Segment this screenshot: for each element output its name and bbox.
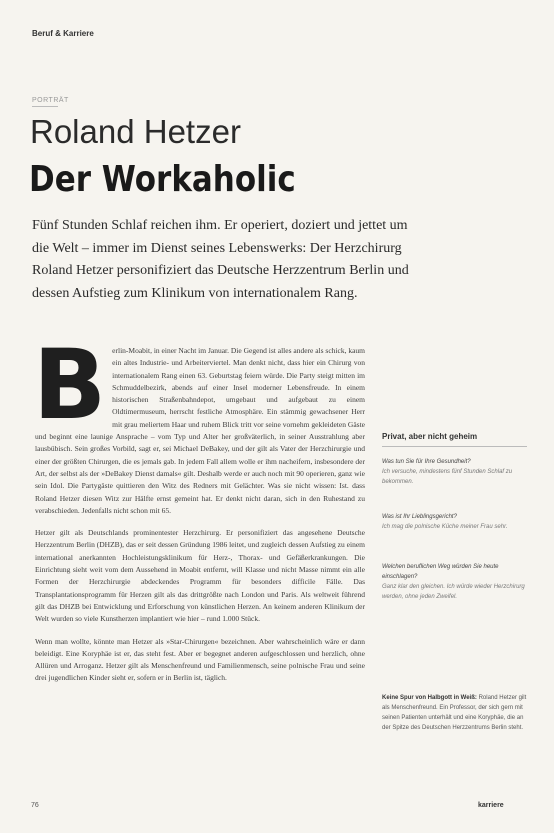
sidebar-answer: Ich versuche, mindestens fünf Stunden Schlaf zu bekommen. [382,469,513,485]
body-paragraph-3: Wenn man wollte, könnte man Hetzer als »Star-Chirurgen« bezeichnen. Aber wahrscheinlich wäre er dann beleidigt. Eine Koryphäe ist er, das steht fest. Aber er begegnet anderen aufgeschlossen und herzlich, ohne Allüren und Arroganz. Hetzer gilt als Menschenfreund und Familienmensch, seine polnische Frau und seine drei jugendlichen Kinder sieht er, sofern er in Berlin ist, täglich. [35,636,365,683]
kicker-underline [32,106,58,107]
drop-cap: B [33,329,107,441]
sidebar-divider [382,446,527,447]
lead-line: die Welt – immer im Dienst seines Lebenswerks: Der Herzchirurg [32,240,402,256]
body-paragraph-2: Hetzer gilt als Deutschlands prominentester Herzchirurg. Er personifiziert das angesehene Deutsche Herzzentrum Berlin (DHZB), das er seit dessen Gründung 1986 leitet, und zugleich dessen Aufstieg zu einem international anerkannten Hochleistungsklinikum für Herz-, Thorax- und Gefäßerkrankungen. Die Einrichtung sieht weit vom dem Aussehend in Moabit entfernt, will Klasse und nicht Masse nimmt ein alle Formen der Herzchirurgie abdeckendes Programm für besonders difficile Fälle. Das Transplantationsprogramm für Herzen gilt als das drittgrößte nach London und Paris. Als weltweit führend gilt das DHZB bei Entwicklung und Erforschung von künstlichen Herzen. An keinem anderen Klinikum der Welt wurden so viele Kunstherzen implantiert wie hier – rund 1.000 Stück. [35,528,365,624]
lead-paragraph [32,215,409,305]
sidebar-qa [382,562,527,602]
photo-caption [382,693,527,733]
caption-text: Roland Hetzer gilt als Menschenfreund. Ein Professor, der sich gern mit seinen Patienten unterhält und eine Koryphäe, die an der Spitze des Deutschen Herzzentrums Berlin steht. [382,695,527,731]
section-label: Beruf & Karriere [32,29,94,38]
kicker: PORTRÄT [32,97,69,104]
article-headline: Der Workaholic [29,159,296,200]
sidebar-question: Was tun Sie für Ihre Gesundheit? [382,459,471,465]
lead-line: dessen Aufstieg zum Klinikum von internationalem Rang. [32,285,358,301]
sidebar-answer: Ich mag die polnische Küche meiner Frau sehr. [382,524,508,530]
sidebar-qa [382,512,527,532]
footer-brand: karriere [478,802,504,809]
caption-lead: Keine Spur von Halbgott in Weiß: [382,695,477,701]
lead-line: Roland Hetzer personifiziert das Deutsche Herzzentrum Berlin und [32,263,409,278]
sidebar-answer: Ganz klar den gleichen. Ich würde wieder Herzchirurg werden, ohne jeden Zweifel. [382,584,525,600]
sidebar-title: Privat, aber nicht geheim [382,432,478,441]
body-paragraph-1 [33,329,366,517]
sidebar-qa [382,457,527,487]
page-number: 76 [31,802,39,809]
article-body [33,329,366,695]
lead-line: Fünf Stunden Schlaf reichen ihm. Er operiert, doziert und jettet um [32,218,408,233]
sidebar-question: Was ist Ihr Lieblingsgericht? [382,514,457,520]
body-paragraph-1-text: erlin-Moabit, in einer Nacht im Januar. Die Gegend ist alles andere als schick, kaum ein altes Industrie- und Arbeiterviertel. Man denkt nicht, dass hier ein Chirurg von internationalem Rang einen 63. Geburtstag feiern würde. Die Party steigt mitten im Schmuddelbezirk, abends auf einer Insel moderner Lebensfreude. In einem historischen Straßenbahndepot, umgebaut und aufgebaut zu einem Oldtimermuseum, herrscht festliche Atmosphäre. Ein stämmig gewachsener Herr mit grau meliertem Haar und ruhem Blick tritt vor seine vornehm gekleideten Gäste und beginnt eine launige Ansprache – vom Typ und Alter her großväterlich, in seiner Ausstrahlung aber lausbübisch. Sein großes Vorbild, sagt er, sei Michael DeBakey, und der gilt als Vater der Herzchirurgie und einer der größten Chirurgen, die es jemals gab. In jedem Fall allem wolle er ihm nacheifern, insbesondere der Art, der selbst als der »DeBakey Dienst damals« gilt. Deshalb werde er auch noch mit 90 operieren, ganz wie sein Idol. Die Partygäste quittieren den Witz des Redners mit Gelächter. Was sie nicht wissen: Ist. dass Roland Hetzer diesen Witz zur Hälfte ernst gemeint hat. Er denkt nicht daran, sich in den Ruhestand zu verabschieden. Jedenfalls nicht schon mit 65. [35,346,366,515]
sidebar-question: Welchen beruflichen Weg würden Sie heute einschlagen? [382,564,499,580]
article-name: Roland Hetzer [30,113,241,150]
